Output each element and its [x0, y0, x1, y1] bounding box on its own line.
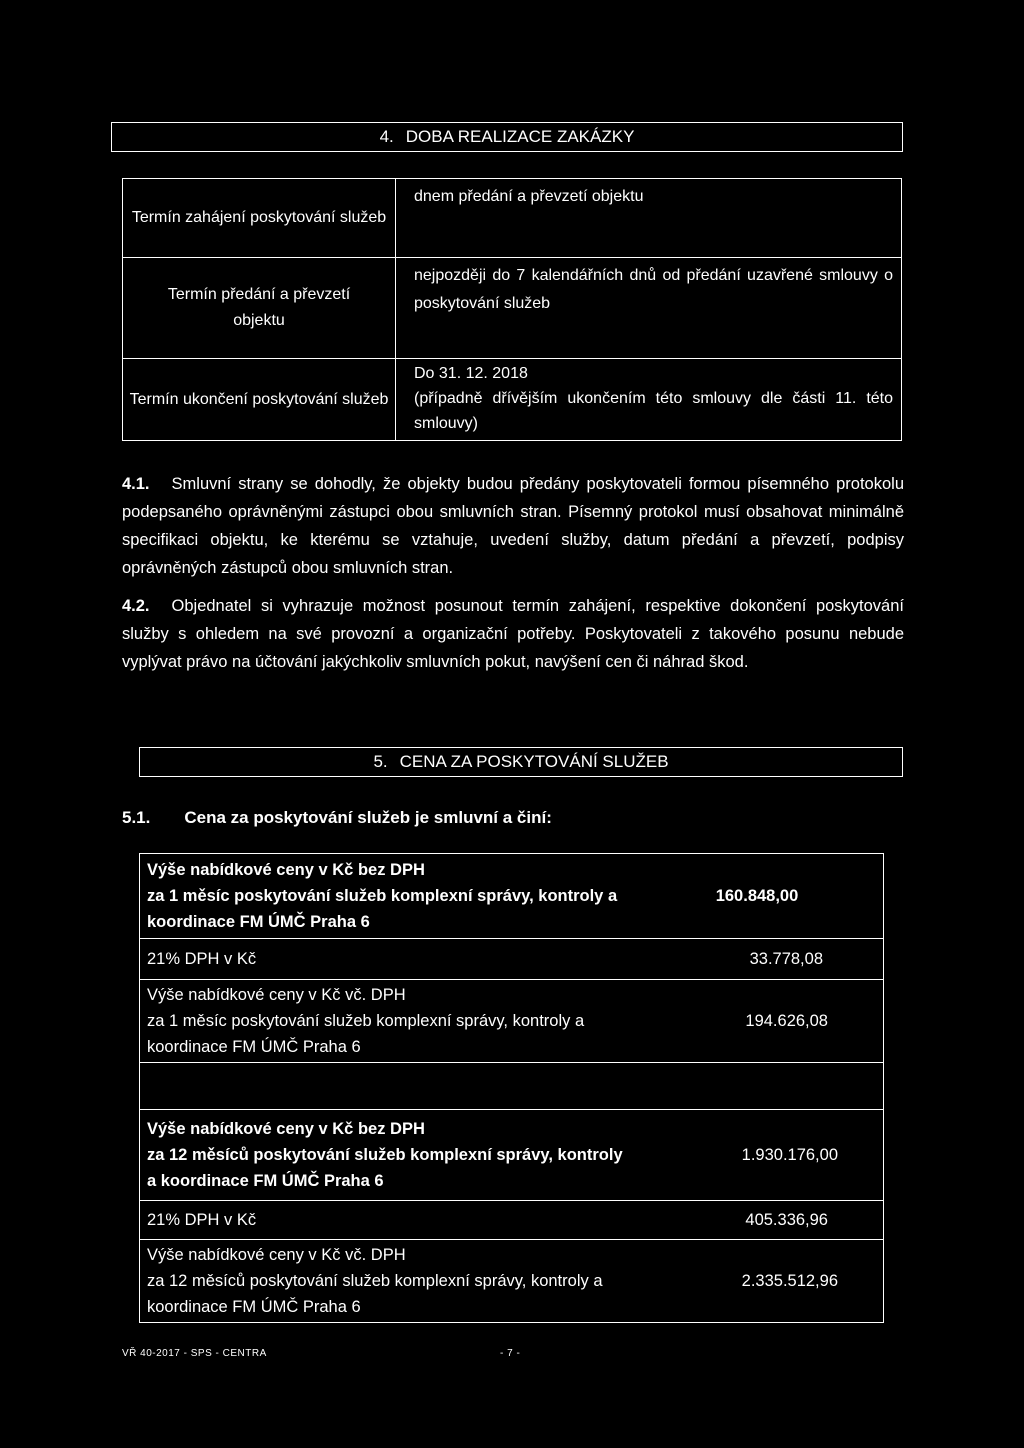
table-row [140, 939, 884, 980]
price-description [140, 854, 632, 939]
table-row [140, 854, 884, 939]
price-description [140, 1201, 632, 1240]
desc-line: za 12 měsíců poskytování služeb komplexní správy, kontroly a [147, 1272, 603, 1290]
term-value-line: Do 31. 12. 2018 [414, 365, 528, 382]
terms-table [122, 178, 902, 441]
desc-line: 21% DPH v Kč [147, 1211, 257, 1229]
desc-line: Výše nabídkové ceny v Kč vč. DPH [147, 1246, 406, 1264]
paragraph-4-2 [122, 592, 904, 676]
section-number: 5. [373, 752, 388, 771]
paragraph-4-1 [122, 470, 904, 582]
price-amount: 160.848,00 [631, 854, 884, 939]
desc-line: koordinace FM ÚMČ Praha 6 [147, 1038, 361, 1056]
table-row [140, 1110, 884, 1201]
table-row [123, 179, 902, 258]
table-row [140, 1201, 884, 1240]
paragraph-text: Objednatel si vyhrazuje možnost posunout termín zahájení, respektive dokončení poskytování služby s ohledem na své provozní a organizační potřeby. Poskytovateli z takového posunu nebude vyplývat právo na účtování jakýchkoliv smluvních pokut, navýšení cen či náhrad škod. [122, 597, 904, 671]
price-amount: 33.778,08 [631, 939, 884, 980]
desc-line: Výše nabídkové ceny v Kč bez DPH [147, 1120, 425, 1138]
section-number: 4. [379, 127, 394, 146]
term-label: Termín předání a převzetí objektu [123, 258, 396, 359]
section-title: DOBA REALIZACE ZAKÁZKY [405, 127, 635, 146]
price-description [140, 939, 632, 980]
desc-line: Výše nabídkové ceny v Kč vč. DPH [147, 986, 406, 1004]
footer-page-number: - 7 - [500, 1348, 521, 1359]
section-title: CENA ZA POSKYTOVÁNÍ SLUŽEB [399, 752, 669, 771]
desc-line: koordinace FM ÚMČ Praha 6 [147, 913, 370, 931]
desc-line: za 12 měsíců poskytování služeb komplexní správy, kontroly [147, 1146, 623, 1164]
section-5-heading [139, 747, 903, 777]
price-amount: 1.930.176,00 [631, 1110, 884, 1201]
table-row-empty [140, 1063, 884, 1110]
price-amount: 2.335.512,96 [631, 1240, 884, 1323]
paragraph-5-1 [122, 805, 552, 831]
price-amount: 194.626,08 [631, 980, 884, 1063]
price-amount: 405.336,96 [631, 1201, 884, 1240]
paragraph-text: Smluvní strany se dohodly, že objekty budou předány poskytovateli formou písemného protokolu podepsaného oprávněnými zástupci obou smluvních stran. Písemný protokol musí obsahovat minimálně specifikaci objektu, ke kterému se vztahuje, uvedení služby, datum předání a převzetí, podpisy oprávněných zástupců obou smluvních stran. [122, 475, 904, 577]
paragraph-number: 4.2. [122, 597, 150, 615]
empty-cell [140, 1063, 884, 1110]
term-label: Termín zahájení poskytování služeb [123, 179, 396, 258]
desc-line: za 1 měsíc poskytování služeb komplexní správy, kontroly a [147, 887, 618, 905]
monthly-price-table [139, 853, 884, 1323]
desc-line: a koordinace FM ÚMČ Praha 6 [147, 1172, 384, 1190]
desc-line: 21% DPH v Kč [147, 950, 257, 968]
paragraph-text: Cena za poskytování služeb je smluvní a činí: [184, 808, 552, 827]
footer-doc-id: VŘ 40-2017 - SPS - CENTRA [122, 1348, 267, 1359]
paragraph-number: 5.1. [122, 808, 151, 827]
price-description [140, 1240, 632, 1323]
desc-line: za 1 měsíc poskytování služeb komplexní správy, kontroly a [147, 1012, 585, 1030]
table-row [123, 258, 902, 359]
desc-line: Výše nabídkové ceny v Kč bez DPH [147, 861, 425, 879]
term-value: nejpozději do 7 kalendářních dnů od předání uzavřené smlouvy o poskytování služeb [396, 258, 902, 359]
term-label: Termín ukončení poskytování služeb [123, 359, 396, 441]
price-description [140, 980, 632, 1063]
term-value: dnem předání a převzetí objektu [396, 179, 902, 258]
paragraph-number: 4.1. [122, 475, 150, 493]
term-value-line: (případně dřívějším ukončením této smlouvy dle části 11. této smlouvy) [414, 390, 893, 432]
price-description [140, 1110, 632, 1201]
table-row [140, 1240, 884, 1323]
table-row [123, 359, 902, 441]
section-4-heading [111, 122, 903, 152]
term-value [396, 359, 902, 441]
desc-line: koordinace FM ÚMČ Praha 6 [147, 1298, 361, 1316]
table-row [140, 980, 884, 1063]
